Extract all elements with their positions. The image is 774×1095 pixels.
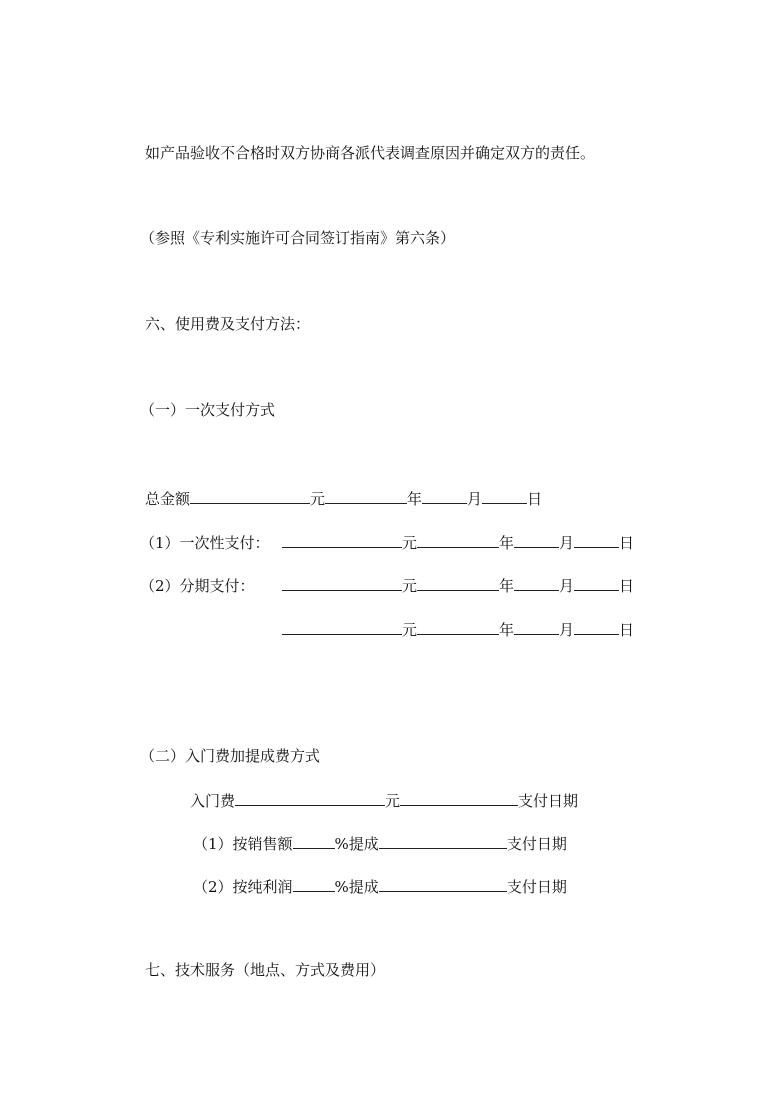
- pay-date-label: 支付日期: [518, 792, 579, 810]
- yuan-label: 元: [402, 621, 418, 639]
- royalty-by-sales-line: [193, 832, 567, 854]
- one-time-payment-label: （1）一次性支付：: [140, 534, 270, 552]
- day-blank[interactable]: [574, 574, 619, 591]
- royalty-by-sales-label: （1）按销售额: [193, 835, 293, 853]
- entry-fee-date-blank[interactable]: [400, 789, 518, 806]
- year-blank[interactable]: [417, 618, 499, 635]
- yuan-label: 元: [402, 577, 418, 595]
- sales-royalty-blank[interactable]: [379, 832, 507, 849]
- day-blank[interactable]: [574, 531, 619, 548]
- month-label: 月: [467, 490, 483, 508]
- subsection-lump-sum-heading: （一）一次支付方式: [140, 401, 276, 419]
- subsection-entry-fee-heading: （二）入门费加提成费方式: [140, 747, 321, 765]
- one-time-payment-line: [140, 531, 634, 553]
- day-blank[interactable]: [482, 487, 527, 504]
- total-amount-label: 总金额: [145, 490, 191, 508]
- reference-note: （参照《专利实施许可合同签订指南》第六条）: [140, 229, 456, 247]
- month-label: 月: [559, 534, 575, 552]
- acceptance-paragraph: 如产品验收不合格时双方协商各派代表调查原因并确定双方的责任。: [145, 144, 596, 162]
- month-blank[interactable]: [514, 574, 559, 591]
- section-6-heading: 六、使用费及支付方法：: [145, 315, 311, 333]
- installment-amount-blank[interactable]: [282, 574, 402, 591]
- total-amount-line: [145, 487, 542, 509]
- day-label: 日: [527, 490, 543, 508]
- installment-payment-label: （2）分期支付：: [140, 577, 255, 595]
- year-label: 年: [407, 490, 423, 508]
- percent-royalty-label: %提成: [334, 835, 379, 853]
- month-label: 月: [559, 577, 575, 595]
- sales-percent-blank[interactable]: [293, 832, 335, 849]
- entry-fee-line: [190, 789, 578, 811]
- month-blank[interactable]: [514, 618, 559, 635]
- percent-royalty-label: %提成: [334, 878, 379, 896]
- installment-payment-line-2: [282, 618, 634, 640]
- pay-date-label: 支付日期: [506, 878, 567, 896]
- royalty-by-profit-label: （2）按纯利润: [193, 878, 293, 896]
- pay-date-label: 支付日期: [506, 835, 567, 853]
- year-blank[interactable]: [325, 487, 407, 504]
- month-blank[interactable]: [514, 531, 559, 548]
- royalty-by-profit-line: [193, 875, 567, 897]
- year-blank[interactable]: [417, 574, 499, 591]
- year-label: 年: [499, 621, 515, 639]
- installment-payment-line: [140, 574, 634, 596]
- yuan-label: 元: [402, 534, 418, 552]
- profit-royalty-blank[interactable]: [379, 875, 507, 892]
- year-label: 年: [499, 577, 515, 595]
- profit-percent-blank[interactable]: [293, 875, 335, 892]
- entry-fee-label: 入门费: [190, 792, 236, 810]
- installment-amount-blank-2[interactable]: [282, 618, 402, 635]
- day-blank[interactable]: [574, 618, 619, 635]
- yuan-label: 元: [385, 792, 401, 810]
- day-label: 日: [619, 534, 635, 552]
- month-label: 月: [559, 621, 575, 639]
- year-blank[interactable]: [417, 531, 499, 548]
- year-label: 年: [499, 534, 515, 552]
- day-label: 日: [619, 621, 635, 639]
- day-label: 日: [619, 577, 635, 595]
- yuan-label: 元: [310, 490, 326, 508]
- section-7-heading: 七、技术服务（地点、方式及费用）: [145, 961, 386, 979]
- one-time-amount-blank[interactable]: [282, 531, 402, 548]
- month-blank[interactable]: [422, 487, 467, 504]
- total-amount-blank[interactable]: [190, 487, 310, 504]
- entry-fee-amount-blank[interactable]: [235, 789, 385, 806]
